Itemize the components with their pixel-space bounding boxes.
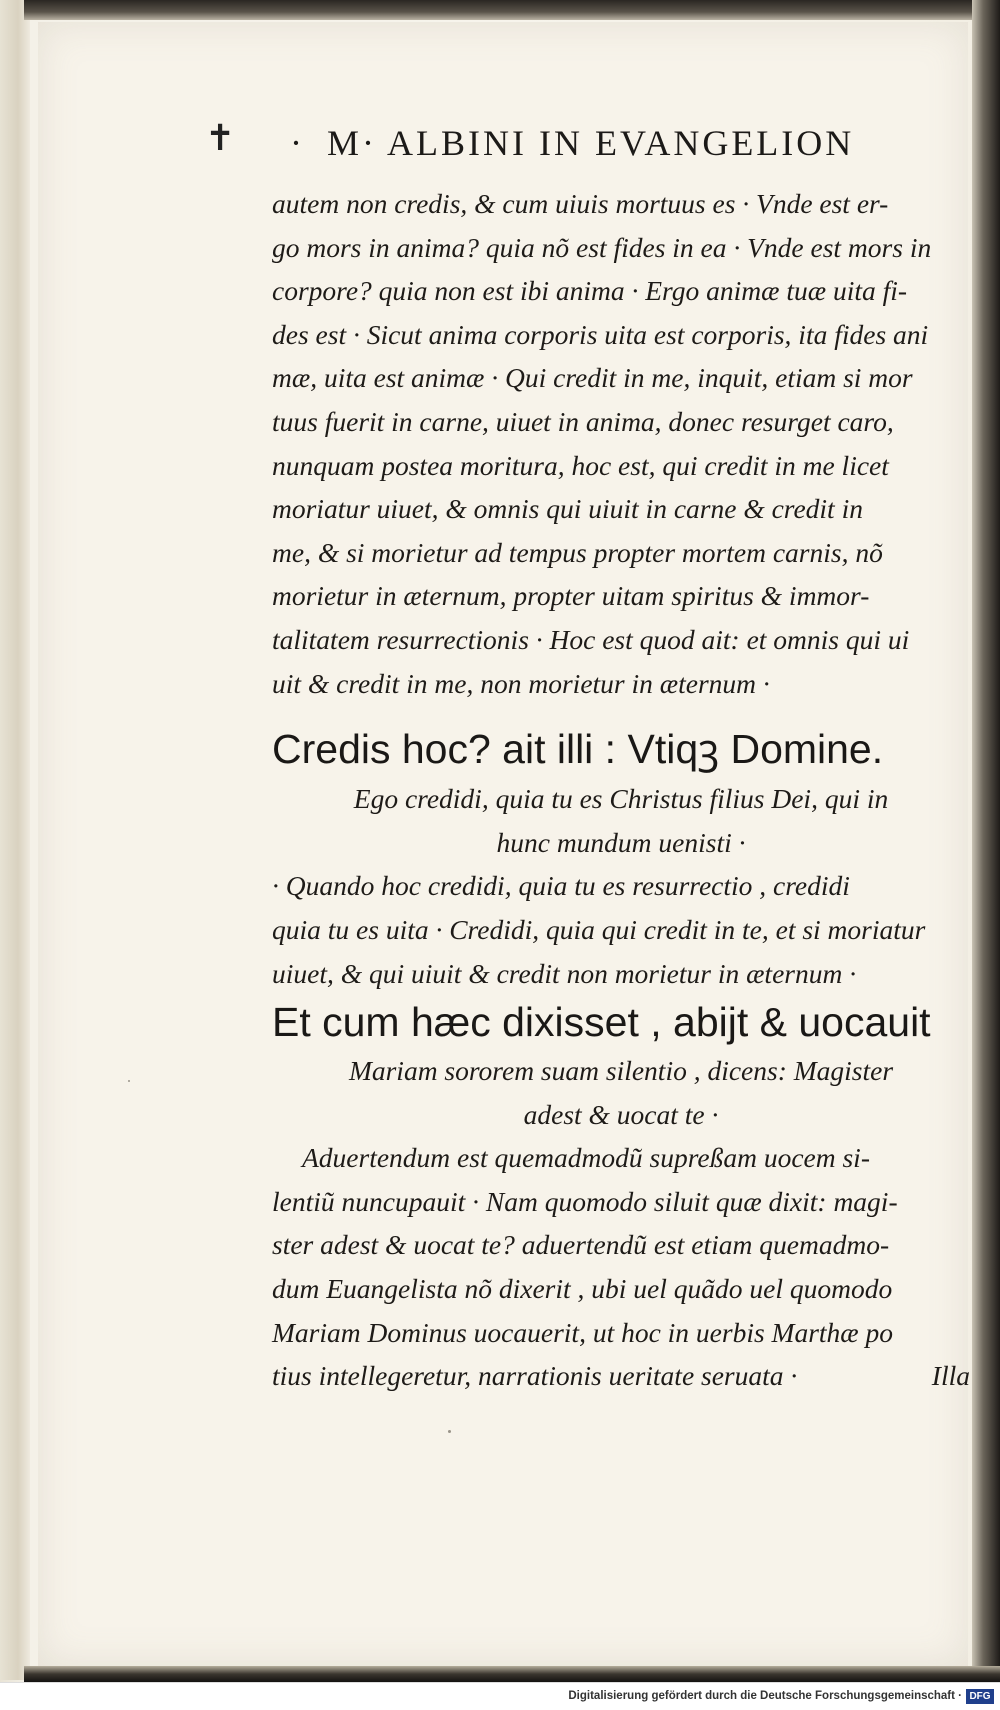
lemma-line: Ego credidi, quia tu es Christus filius Dei, qui in xyxy=(353,783,889,815)
footer-credit: Digitalisierung gefördert durch die Deutsche Forschungsgemeinschaft · xyxy=(568,1690,962,1702)
text-line: me, & si morietur ad tempus propter mortem carnis, nõ xyxy=(272,536,883,568)
text-line: ster adest & uocat te? aduertendũ est etiam quemadmo- xyxy=(272,1229,890,1261)
main-text xyxy=(272,182,970,1398)
lemma-line: hunc mundum uenisti · xyxy=(496,826,746,858)
text-line: corpore? quia non est ibi anima · Ergo animæ tuæ uita fi- xyxy=(272,275,908,307)
header-dot: · xyxy=(290,123,305,163)
page-edge-right xyxy=(972,0,1000,1680)
text-line: moriatur uiuet, & omnis qui uiuit in carne & credit in xyxy=(272,493,863,525)
running-header xyxy=(290,122,930,164)
text-line: · Quando hoc credidi, quia tu es resurrectio , credidi xyxy=(272,870,850,902)
text-line: talitatem resurrectionis · Hoc est quod ait: et omnis qui ui xyxy=(272,623,910,655)
page-edge-top xyxy=(24,0,1000,20)
text-line: uit & credit in me, non morietur in æternum · xyxy=(272,667,770,699)
text-line: tuus fuerit in carne, uiuet in anima, donec resurget caro, xyxy=(272,405,894,437)
text-line: mæ, uita est animæ · Qui credit in me, inquit, etiam si mor xyxy=(272,362,913,394)
paper-speck xyxy=(128,1080,130,1082)
lemma-line: Mariam sororem suam silentio , dicens: Magister xyxy=(348,1055,894,1087)
text-line: go mors in anima? quia nõ est fides in ea · Vnde est mors in xyxy=(272,231,932,263)
text-line: quia tu es uita · Credidi, quia qui credit in te, et si moriatur xyxy=(272,913,926,945)
text-line: dum Euangelista nõ dixerit , ubi uel quãdo uel quomodo xyxy=(272,1273,893,1305)
text-line: nunquam postea moritura, hoc est, qui credit in me licet xyxy=(272,449,889,481)
text-line: morietur in æternum, propter uitam spiritus & immor- xyxy=(272,580,870,612)
dfg-logo: DFG xyxy=(966,1689,994,1704)
margin-mark: ✝ xyxy=(205,118,236,159)
text-line: Aduertendum est quemadmodũ supreßam uocem si- xyxy=(302,1142,870,1174)
lemma-heading: Et cum hæc dixisset , abijt & uocauit xyxy=(272,999,931,1046)
text-line xyxy=(272,1354,970,1398)
catchword: Illa xyxy=(931,1360,970,1392)
digitization-footer xyxy=(0,1682,1000,1710)
text-line: des est · Sicut anima corporis uita est corporis, ita fides ani xyxy=(272,318,929,350)
lemma-line: adest & uocat te · xyxy=(523,1098,719,1130)
text-line-content: tius intellegeretur, narrationis ueritate seruata · xyxy=(272,1360,798,1392)
text-line: lentiũ nuncupauit · Nam quomodo siluit quæ dixit: magi- xyxy=(272,1185,898,1217)
paper-speck xyxy=(448,1430,451,1433)
page-edge-left xyxy=(0,0,30,1680)
text-line: Mariam Dominus uocauerit, ut hoc in uerbis Marthæ po xyxy=(272,1316,894,1348)
text-line: uiuet, & qui uiuit & credit non morietur in æternum · xyxy=(272,957,857,989)
text-line: autem non credis, & cum uiuis mortuus es · Vnde est er- xyxy=(272,188,889,219)
header-title: M· ALBINI IN EVANGELION xyxy=(327,123,855,163)
page-edge-bottom xyxy=(24,1666,1000,1682)
lemma-heading: Credis hoc? ait illi : Vtiqꝫ Domine. xyxy=(272,726,884,773)
